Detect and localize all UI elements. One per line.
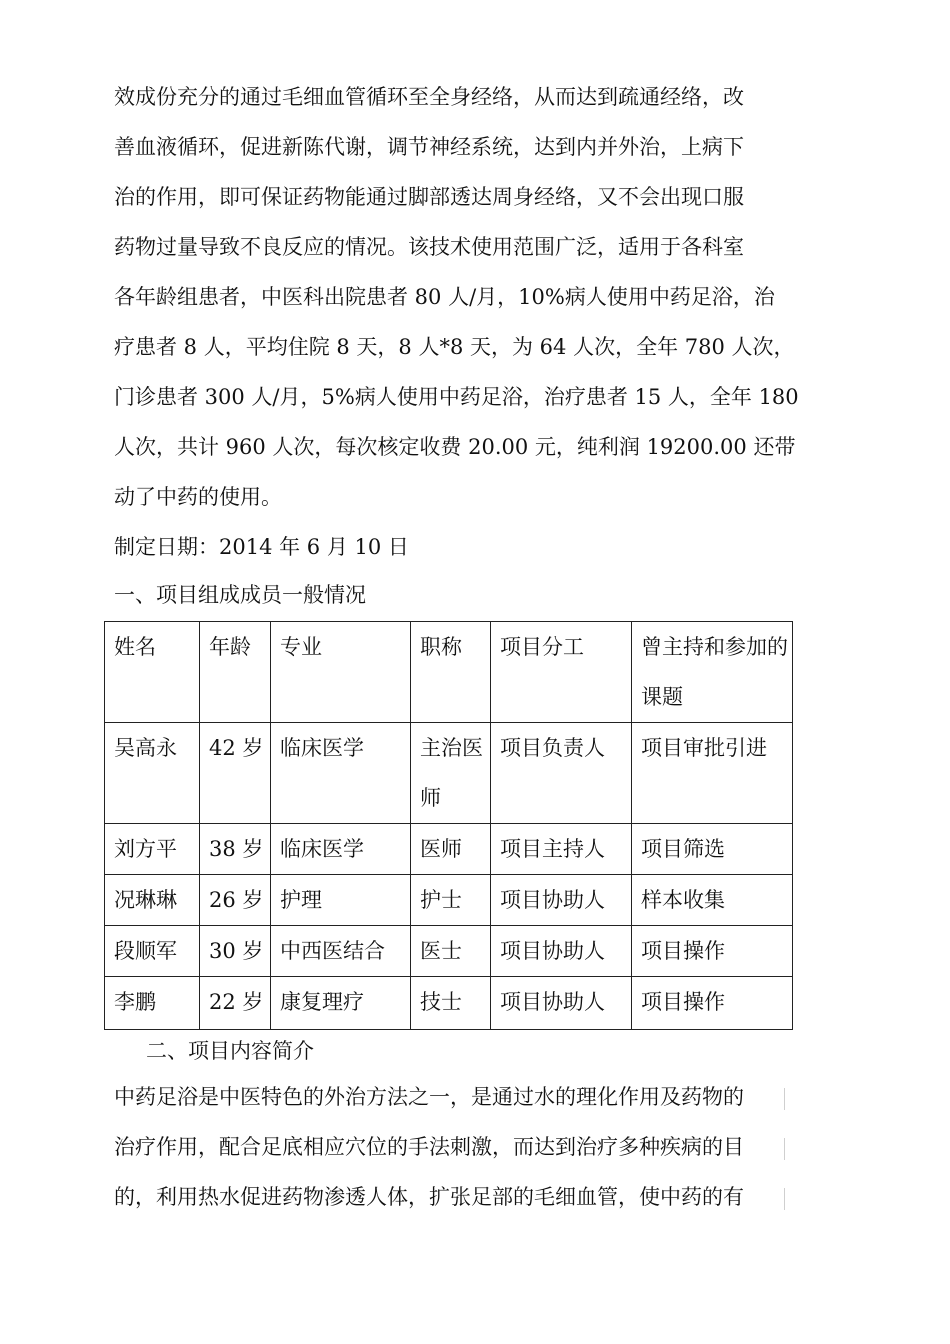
cell-name: 李鹏	[105, 977, 200, 1030]
cell-name: 段顺军	[105, 926, 200, 977]
cell-age: 30 岁	[200, 926, 271, 977]
cell-age: 42 岁	[200, 723, 271, 824]
table-header-row	[105, 622, 793, 723]
cell-name: 刘方平	[105, 824, 200, 875]
cell-projects: 项目操作	[632, 977, 793, 1030]
cell-title: 护士	[411, 875, 491, 926]
cell-title: 主治医师	[411, 723, 491, 824]
text-line: 动了中药的使用。	[114, 485, 282, 509]
margin-marker	[784, 1188, 785, 1210]
cell-title: 技士	[411, 977, 491, 1030]
text-line: 各年龄组患者，中医科出院患者 80 人/月，10%病人使用中药足浴，治	[114, 285, 775, 309]
section-title-members: 一、项目组成成员一般情况	[114, 583, 366, 607]
text-line: 效成份充分的通过毛细血管循环至全身经络，从而达到疏通经络，改	[114, 85, 744, 109]
header-cell-age: 年龄	[200, 622, 271, 723]
text-line: 治的作用，即可保证药物能通过脚部透达周身经络，又不会出现口服	[114, 185, 744, 209]
cell-major: 临床医学	[271, 723, 411, 824]
cell-age: 26 岁	[200, 875, 271, 926]
text-line: 善血液循环，促进新陈代谢，调节神经系统，达到内并外治，上病下	[114, 135, 744, 159]
text-line: 人次，共计 960 人次，每次核定收费 20.00 元，纯利润 19200.00 还带	[114, 435, 796, 459]
text-line: 治疗作用，配合足底相应穴位的手法刺激，而达到治疗多种疾病的目	[114, 1135, 744, 1159]
cell-projects: 项目审批引进	[632, 723, 793, 824]
text-line: 中药足浴是中医特色的外治方法之一，是通过水的理化作用及药物的	[114, 1085, 744, 1109]
cell-role: 项目协助人	[491, 875, 632, 926]
header-cell-name: 姓名	[105, 622, 200, 723]
text-line: 门诊患者 300 人/月，5%病人使用中药足浴，治疗患者 15 人，全年 180	[114, 385, 799, 409]
cell-projects: 样本收集	[632, 875, 793, 926]
cell-age: 38 岁	[200, 824, 271, 875]
text-line: 的，利用热水促进药物渗透人体，扩张足部的毛细血管，使中药的有	[114, 1185, 744, 1209]
cell-name: 况琳琳	[105, 875, 200, 926]
cell-projects: 项目筛选	[632, 824, 793, 875]
cell-projects: 项目操作	[632, 926, 793, 977]
cell-name: 吴高永	[105, 723, 200, 824]
table-row	[105, 875, 793, 926]
margin-marker	[784, 1138, 785, 1160]
text-line: 药物过量导致不良反应的情况。该技术使用范围广泛，适用于各科室	[114, 235, 744, 259]
header-cell-role: 项目分工	[491, 622, 632, 723]
section-title-intro: 二、项目内容简介	[146, 1039, 314, 1063]
cell-role: 项目主持人	[491, 824, 632, 875]
header-cell-title: 职称	[411, 622, 491, 723]
cell-role: 项目协助人	[491, 926, 632, 977]
cell-major: 临床医学	[271, 824, 411, 875]
paragraph-foot-bath-effects	[114, 72, 799, 522]
cell-role: 项目负责人	[491, 723, 632, 824]
paragraph-project-intro	[114, 1072, 794, 1222]
header-cell-projects: 曾主持和参加的课题	[632, 622, 793, 723]
table-row	[105, 723, 793, 824]
table-row	[105, 926, 793, 977]
table-row	[105, 977, 793, 1030]
text-line: 疗患者 8 人，平均住院 8 天，8 人*8 天，为 64 人次，全年 780 人次，	[114, 335, 795, 359]
cell-age: 22 岁	[200, 977, 271, 1030]
table-row	[105, 824, 793, 875]
cell-major: 中西医结合	[271, 926, 411, 977]
members-table	[104, 621, 793, 1030]
cell-major: 康复理疗	[271, 977, 411, 1030]
cell-title: 医师	[411, 824, 491, 875]
margin-marker	[784, 1088, 785, 1110]
cell-major: 护理	[271, 875, 411, 926]
cell-role: 项目协助人	[491, 977, 632, 1030]
cell-title: 医士	[411, 926, 491, 977]
header-cell-major: 专业	[271, 622, 411, 723]
date-line: 制定日期：2014 年 6 月 10 日	[114, 535, 409, 559]
